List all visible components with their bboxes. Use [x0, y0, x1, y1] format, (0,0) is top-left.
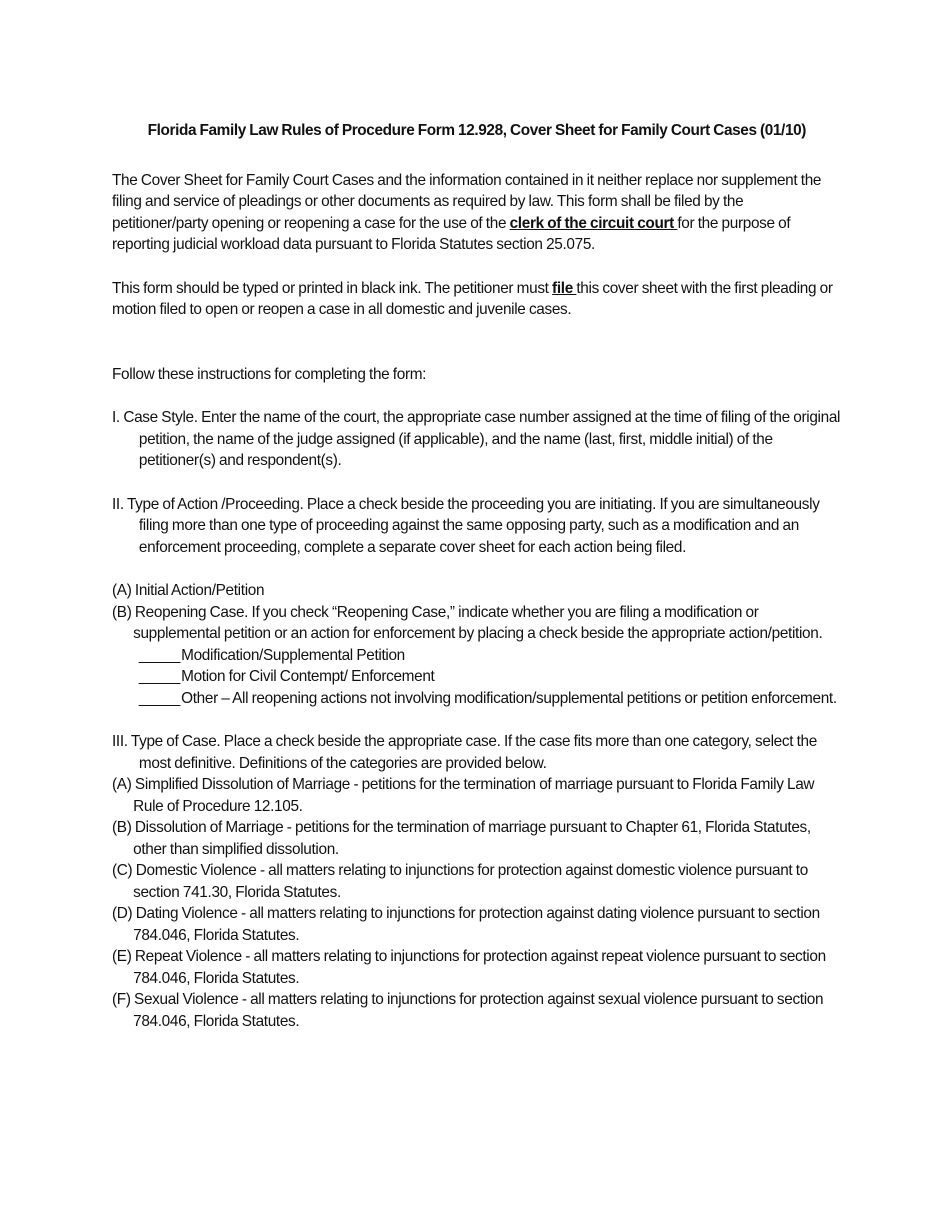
option-label: Other – All reopening actions not involving modification/supplemental petitions or petition enforcement. — [181, 689, 837, 707]
option-modification — [139, 645, 842, 667]
cover-sheet-purpose-paragraph — [112, 170, 842, 256]
option-label: Modification/Supplemental Petition — [181, 646, 405, 664]
ink-instructions-paragraph — [112, 278, 842, 321]
instructions-intro: Follow these instructions for completing the form: — [112, 365, 427, 383]
item-initial-action: (A) Initial Action/Petition — [112, 582, 265, 599]
option-other — [139, 688, 842, 710]
option-civil-contempt — [139, 666, 842, 688]
reopen-options-list — [139, 645, 842, 710]
case-simplified-dissolution: (A) Simplified Dissolution of Marriage - petitions for the termination of marriage pursuant to Florida Family Law Rule of Procedure 12.105. — [112, 776, 815, 815]
purpose-text-start: The Cover Sheet for Family Court Cases and the information contained in it neither replace nor supplement the filing and service of pleadings or other documents as required by law. This form shall be filed by the petitioner/party opening or reopening a case for the use of the — [112, 171, 822, 232]
item-reopening-case: (B) Reopening Case. If you check “Reopening Case,” indicate whether you are filing a modification or supplemental petition or an action for enforcement by placing a check beside the appropriate action/petition. — [112, 603, 823, 642]
clerk-emphasis: clerk of the circuit court — [509, 214, 678, 232]
document-title: Florida Family Law Rules of Procedure Form 12.928, Cover Sheet for Family Court Cases (01/10) — [147, 122, 806, 139]
case-domestic-violence: (C) Domestic Violence - all matters relating to injunctions for protection against domestic violence pursuant to section 741.30, Florida Statutes. — [112, 862, 808, 901]
ink-text-end: this cover sheet with the first pleading or motion filed to open or reopen a case in all domestic and juvenile cases. — [112, 279, 833, 318]
check-blank[interactable]: _____ — [138, 689, 180, 707]
check-blank[interactable]: _____ — [138, 646, 180, 664]
section-type-of-action: II. Type of Action /Proceeding. Place a check beside the proceeding you are initiating. If you are simultaneously filing more than one type of proceeding against the same opposing party, such as a modification and an enforcement proceeding, complete a separate cover sheet for each action being filed. — [112, 495, 820, 556]
case-sexual-violence: (F) Sexual Violence - all matters relating to injunctions for protection against sexual violence pursuant to section 784.046, Florida Statutes. — [112, 991, 824, 1030]
ink-text-start: This form should be typed or printed in black ink. The petitioner must — [112, 279, 553, 297]
case-dissolution: (B) Dissolution of Marriage - petitions for the termination of marriage pursuant to Chapter 61, Florida Statutes, other than simplified dissolution. — [112, 819, 811, 858]
section-case-style: I. Case Style. Enter the name of the court, the appropriate case number assigned at the time of filing of the original petition, the name of the judge assigned (if applicable), and the name (last, first, middle initial) of the petitioner(s) and respondent(s). — [112, 409, 841, 469]
section-type-of-case: III. Type of Case. Place a check beside the appropriate case. If the case fits more than one category, select the most definitive. Definitions of the categories are provided below. — [112, 733, 817, 772]
case-repeat-violence: (E) Repeat Violence - all matters relating to injunctions for protection against repeat violence pursuant to section 784.046, Florida Statutes. — [112, 948, 826, 987]
document-page — [112, 120, 842, 1032]
case-dating-violence: (D) Dating Violence - all matters relating to injunctions for protection against dating violence pursuant to section 784.046, Florida Statutes. — [112, 905, 820, 944]
check-blank[interactable]: _____ — [138, 668, 180, 685]
file-emphasis: file — [552, 279, 577, 297]
purpose-text-end: for the purpose of reporting judicial workload data pursuant to Florida Statutes section 25.075. — [112, 214, 791, 253]
option-label: Motion for Civil Contempt/ Enforcement — [181, 668, 435, 685]
